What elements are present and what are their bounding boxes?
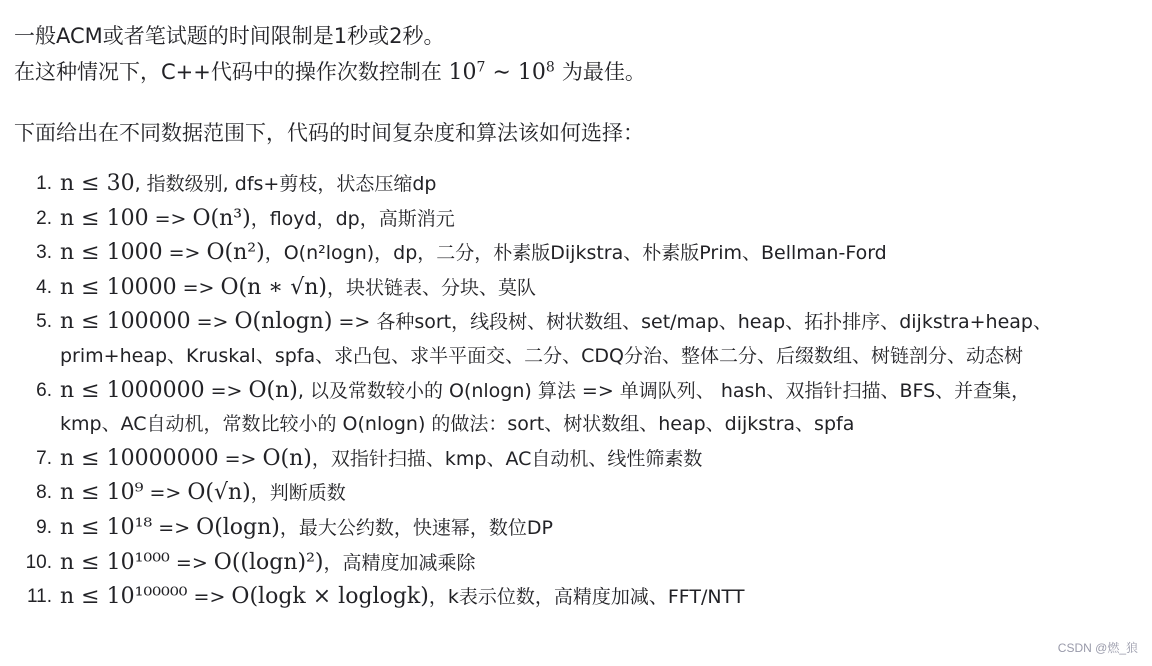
- arrow-text: =>: [187, 586, 232, 609]
- list-item: [14, 202, 1144, 237]
- algorithm-list-text: => 各种sort，线段树、树状数组、set/map、heap、拓扑排序、dijkstra+heap、: [332, 311, 1052, 334]
- math-base-2: 10: [517, 60, 546, 85]
- list-item: [14, 305, 1144, 340]
- complexity-formula: O(√n): [187, 480, 251, 506]
- csdn-watermark: CSDN @燃_狼: [1057, 641, 1138, 655]
- data-range-condition: n ≤ 10000: [60, 274, 177, 300]
- list-item: [14, 476, 1144, 511]
- data-range-condition: n ≤ 100000: [60, 309, 191, 335]
- list-item-number: 7.: [36, 447, 52, 469]
- list-item-number: 6.: [36, 379, 52, 401]
- arrow-text: =>: [143, 482, 188, 505]
- algorithm-list-text: ，块状链表、分块、莫队: [327, 276, 537, 299]
- math-exp-2: 8: [545, 59, 555, 76]
- algorithm-list-text: ，双指针扫描、kmp、AC自动机、线性筛素数: [311, 447, 703, 470]
- list-item-continuation: [14, 340, 1144, 374]
- algorithm-list-text: ，k表示位数，高精度加减、FFT/NTT: [428, 586, 745, 609]
- data-range-condition: n ≤ 100: [60, 205, 149, 231]
- complexity-formula: O(n): [248, 377, 298, 403]
- complexity-list: [14, 167, 1144, 615]
- list-item: [14, 236, 1144, 271]
- intro-line-2: [14, 54, 1144, 91]
- math-exp-1: 7: [476, 59, 486, 76]
- ops-range-math: [449, 60, 562, 85]
- list-item: [14, 271, 1144, 306]
- list-item-number: 11.: [26, 586, 52, 608]
- complexity-formula: O(logk × loglogk): [231, 584, 429, 610]
- arrow-text: =>: [176, 276, 221, 299]
- algorithm-list-text-continued: prim+heap、Kruskal、spfa、求凸包、求半平面交、二分、CDQ分治、整体二分、后缀数组、树链剖分、动态树: [60, 344, 1023, 367]
- arrow-text: =>: [190, 311, 235, 334]
- data-range-condition: n ≤ 10¹⁰⁰⁰⁰⁰: [60, 584, 188, 610]
- list-item-continuation: [14, 408, 1144, 442]
- intro-line-1: 一般ACM或者笔试题的时间限制是1秒或2秒。: [14, 24, 445, 48]
- article-content: [14, 18, 1144, 615]
- complexity-formula: O(n ∗ √n): [220, 274, 327, 300]
- list-item-number: 9.: [36, 516, 52, 538]
- list-item-number: 4.: [36, 276, 52, 298]
- list-item-number: 8.: [36, 482, 52, 504]
- algorithm-list-text: ，高精度加减乘除: [323, 551, 476, 574]
- math-base-1: 10: [448, 60, 477, 85]
- algorithm-list-text: ，O(n²logn)，dp，二分，朴素版Dijkstra、朴素版Prim、Bellman-Ford: [264, 242, 887, 265]
- math-tilde: ∼: [492, 60, 511, 85]
- complexity-formula: O(n²): [206, 240, 265, 266]
- intro-line-2-prefix: 在这种情况下，C++代码中的操作次数控制在: [14, 60, 442, 84]
- list-item-number: 2.: [36, 207, 52, 229]
- list-item: [14, 167, 1144, 202]
- algorithm-list-text: , 指数级别, dfs+剪枝，状态压缩dp: [134, 173, 437, 195]
- intro-line-2-suffix: 为最佳。: [561, 60, 646, 84]
- data-range-condition: n ≤ 30: [60, 171, 135, 196]
- arrow-text: =>: [162, 242, 207, 265]
- data-range-condition: n ≤ 10⁹: [60, 480, 144, 506]
- arrow-text: =>: [152, 516, 197, 539]
- data-range-condition: n ≤ 10¹⁰⁰⁰: [60, 549, 170, 575]
- intro-line-3: 下面给出在不同数据范围下，代码的时间复杂度和算法该如何选择：: [14, 121, 644, 145]
- list-item: [14, 374, 1144, 409]
- list-item-number: 10.: [25, 551, 52, 573]
- list-item-number: 1.: [36, 173, 52, 194]
- arrow-text: =>: [218, 447, 263, 470]
- list-item: [14, 511, 1144, 546]
- algorithm-list-text: ，判断质数: [250, 482, 346, 505]
- complexity-formula: O(n³): [192, 205, 251, 231]
- list-item: [14, 546, 1144, 581]
- arrow-text: =>: [169, 551, 214, 574]
- complexity-formula: O(n): [262, 445, 312, 471]
- list-item: [14, 580, 1144, 615]
- complexity-formula: O((logn)²): [213, 549, 324, 575]
- data-range-condition: n ≤ 1000: [60, 240, 163, 266]
- algorithm-list-text: ，floyd，dp，高斯消元: [250, 207, 455, 230]
- algorithm-list-text: ，最大公约数，快速幂，数位DP: [279, 516, 553, 539]
- data-range-condition: n ≤ 1000000: [60, 377, 205, 403]
- list-item-number: 5.: [36, 311, 52, 333]
- complexity-formula: O(logn): [196, 514, 280, 540]
- data-range-condition: n ≤ 10¹⁸: [60, 514, 153, 540]
- data-range-condition: n ≤ 10000000: [60, 445, 219, 471]
- complexity-formula: O(nlogn): [234, 309, 333, 335]
- arrow-text: =>: [148, 207, 193, 230]
- arrow-text: =>: [204, 379, 249, 402]
- algorithm-list-text-continued: kmp、AC自动机，常数比较小的 O(nlogn) 的做法：sort、树状数组、heap、dijkstra、spfa: [60, 413, 855, 436]
- algorithm-list-text: , 以及常数较小的 O(nlogn) 算法 => 单调队列、 hash、双指针扫描、BFS、并查集，: [297, 379, 1031, 402]
- list-item: [14, 442, 1144, 477]
- list-item-number: 3.: [36, 242, 52, 264]
